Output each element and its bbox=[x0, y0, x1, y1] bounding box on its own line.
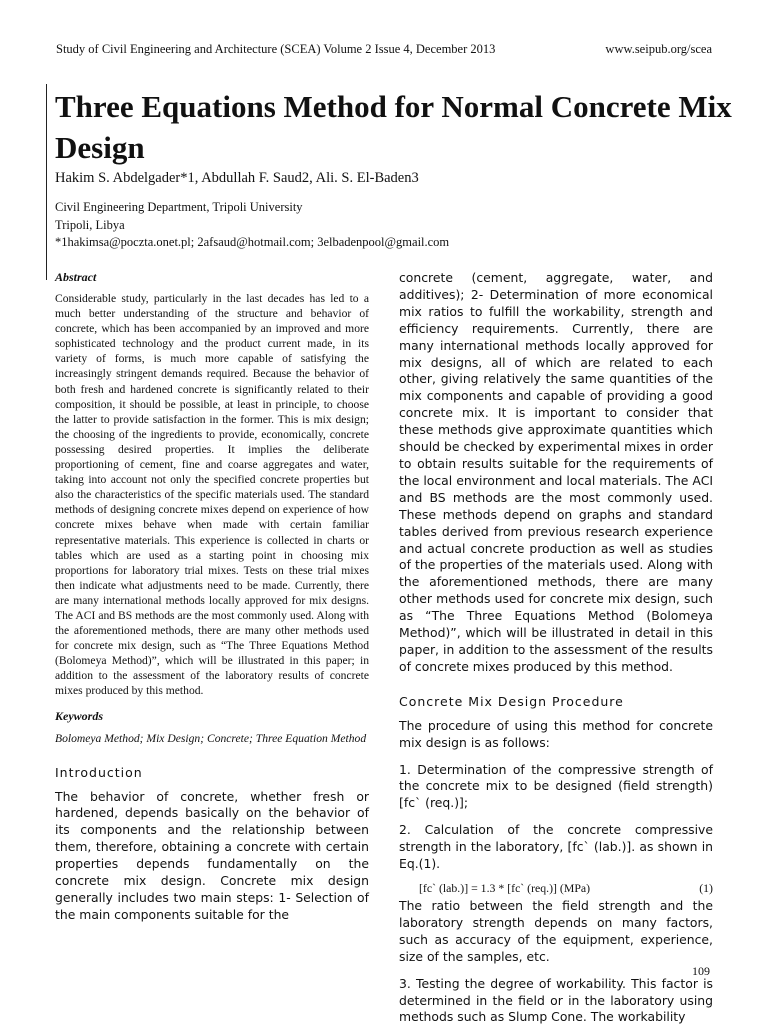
keywords-heading: Keywords bbox=[55, 708, 103, 723]
procedure-step-3: 3. Testing the degree of workability. This factor is determined in the field or in the laboratory using methods such as Slump Cone. The workability bbox=[399, 975, 713, 1025]
intro-continued-text: concrete (cement, aggregate, water, and additives); 2- Determination of more economical mix ratios to fulfill the workability, strength and efficiency requirements. Currently, there are many international methods locally approved for mix designs, all of which are related to each other, giving relatively the same quantities of the mix components and capable of providing a good concrete mix. It is important to consider that these methods give approximate quantities which should be checked by experimental mixes in order to obtain results suitable for the requirements of the local environment and local materials. The ACI and BS methods are the most commonly used. These methods depend on graphs and standard tables derived from previous research experience and actual concrete production as well as studies of the properties of the materials used. Along with the aforementioned methods, there are many other methods used for concrete mix design, such as “The Three Equations Method (Bolomeya Method)”, which will be illustrated in detail in this paper, in addition to the assessment of the results of concrete mixes produced by this method. bbox=[399, 270, 713, 674]
introduction-text: The behavior of concrete, whether fresh or hardened, depends basically on the behavior of its components and the relationship between them, therefore, obtaining a concrete with certain properties depends fundamentally on the concrete mix design. Concrete mix design generally includes two main steps: 1- Selection of the main components suitable for the bbox=[55, 788, 369, 922]
introduction-heading: Introduction bbox=[55, 764, 143, 780]
procedure-intro: The procedure of using this method for concrete mix design is as follows: bbox=[399, 717, 713, 750]
equation-number: (1) bbox=[699, 881, 713, 895]
equation-1 bbox=[399, 881, 713, 896]
affiliation-department: Civil Engineering Department, Tripoli University bbox=[55, 200, 303, 214]
abstract-heading: Abstract bbox=[55, 270, 97, 284]
affiliation-city: Tripoli, Libya bbox=[55, 218, 125, 232]
affiliation bbox=[55, 198, 303, 234]
right-column bbox=[399, 270, 713, 1026]
journal-url: www.seipub.org/scea bbox=[605, 42, 712, 56]
procedure-step-2: 2. Calculation of the concrete compressive strength in the laboratory, [fc` (lab.)]. as shown in Eq.(1). bbox=[399, 822, 713, 872]
equation-expression: [fc` (lab.)] = 1.3 * [fc` (req.)] (MPa) bbox=[419, 881, 591, 895]
author-emails: *1hakimsa@poczta.onet.pl; 2afsaud@hotmail.com; 3elbadenpool@gmail.com bbox=[55, 235, 450, 249]
procedure-heading: Concrete Mix Design Procedure bbox=[399, 693, 624, 709]
paper-title: Three Equations Method for Normal Concrete Mix Design bbox=[55, 89, 732, 165]
title-rule bbox=[46, 84, 47, 280]
procedure-step-2-continued: The ratio between the field strength and the laboratory strength depends on many factors, such as accuracy of the equipment, experience, size of the samples, etc. bbox=[399, 898, 713, 964]
keywords-text: Bolomeya Method; Mix Design; Concrete; Three Equation Method bbox=[55, 731, 367, 745]
journal-header: Study of Civil Engineering and Architecture (SCEA) Volume 2 Issue 4, December 2013 bbox=[56, 42, 496, 56]
authors: Hakim S. Abdelgader*1, Abdullah F. Saud2, Ali. S. El-Baden3 bbox=[55, 170, 419, 186]
left-column bbox=[55, 270, 369, 924]
procedure-step-1: 1. Determination of the compressive strength of the concrete mix to be designed (field strength) [fc` (req.)]; bbox=[399, 761, 713, 811]
page-number: 109 bbox=[692, 964, 710, 978]
abstract-text: Considerable study, particularly in the last decades has led to a much better understanding of the structure and behavior of concrete, which has been accompanied by an improved and more sophisticated technology and the product current made, in its variety of forms, is much more capable of satisfying the increasingly stringent demands required. Because the behavior of both fresh and hardened concrete is significantly related to their composition, it should be possible, at least in principle, to choose the latter to provide satisfaction in the former. This is mix design; the choosing of the ingredients to provide, economically, concrete possessing desired properties. It implies the deliberate proportioning of cement, fine and coarse aggregates and water, taking into account not only the specified concrete properties but also the characteristics of the specific materials used. The standard methods of designing concrete mixes depend on experience of how concrete mixes behave when made with certain familiar representative materials. This experience is collected in charts or tables which are used as a starting point in choosing mix proportions for laboratory trial mixes. Tests on these trial mixes then indicate what adjustments need to be made. Currently, there are many international methods locally approved for mix designs. The ACI and BS methods are the most commonly used. Along with the aforementioned methods, there are many other methods used for concrete mix design, such as “The Three Equations Method (Bolomeya Method)”, which will be illustrated in this paper; in addition to the assessment of the laboratory results of concrete mixes produced by this method. bbox=[55, 292, 369, 698]
